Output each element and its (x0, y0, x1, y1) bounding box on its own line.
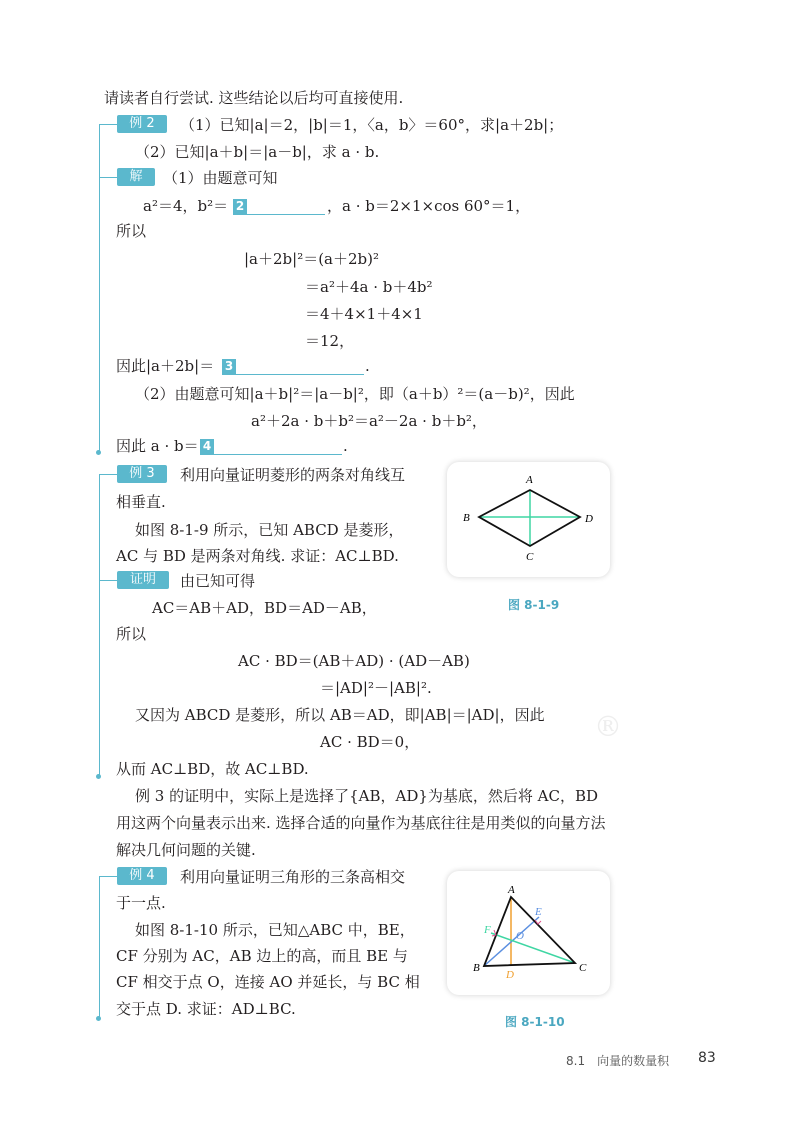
intro-text: 请读者自行尝试. 这些结论以后均可直接使用. (104, 89, 404, 107)
label-o: O (516, 930, 524, 942)
label-e: E (535, 906, 542, 918)
example-4-sidebar (99, 876, 100, 1018)
proof-conclusion: 从而 AC⊥BD，故 AC⊥BD. (116, 760, 309, 778)
proof-line-3: 又因为 ABCD 是菱形，所以 AB＝AD，即|AB|＝|AD|，因此 (135, 706, 545, 724)
proof-eq-1: AC · BD＝(AB＋AD) · (AD－AB) (238, 652, 470, 670)
example-3-tick (99, 474, 117, 475)
suoyi-2: 所以 (116, 625, 147, 643)
label-f: F (484, 924, 491, 936)
eq-a-dot-b: ，a · b＝2×1×cos 60°＝1， (327, 197, 531, 215)
proof-eq-2: ＝|AD|²－|AB|². (320, 679, 432, 697)
label-c: C (526, 551, 534, 563)
example-3-sidebar (99, 474, 100, 776)
example-2-sidebar (99, 124, 100, 452)
remark-line-3: 解决几何问题的关键. (116, 841, 256, 859)
example-4-statement-5: CF 相交于点 O，连接 AO 并延长，与 BC 相 (116, 973, 420, 991)
blank-number-3: 3 (222, 359, 236, 374)
proof-tag: 证明 (117, 571, 169, 589)
page-number: 83 (698, 1050, 716, 1066)
blank-4[interactable] (200, 436, 342, 455)
figure-8-1-10 (447, 871, 610, 995)
solution-tag: 解 (117, 168, 155, 186)
triangle-outline (484, 897, 575, 966)
rhombus-diagram (447, 462, 610, 577)
example-3-statement-3: 如图 8-1-9 所示，已知 ABCD 是菱形， (135, 521, 404, 539)
label-a: A (508, 884, 515, 896)
figure-8-1-9 (447, 462, 610, 577)
example-4-statement-2: 于一点. (116, 894, 166, 912)
figure-8-1-10-caption: 图 8-1-10 (505, 1015, 565, 1029)
example-4-statement-4: CF 分别为 AC，AB 边上的高，而且 BE 与 (116, 947, 408, 965)
remark-line-1: 例 3 的证明中，实际上是选择了{AB，AD}为基底，然后将 AC，BD (135, 787, 599, 805)
watermark-registered: ® (594, 710, 622, 743)
yinci-2: 因此 a · b＝ (116, 437, 199, 455)
proof-line-2: AC＝AB＋AD，BD＝AD－AB， (152, 599, 377, 617)
eq-norm-1: |a＋2b|²＝(a＋2b)² (244, 250, 380, 268)
triangle-diagram (447, 871, 610, 995)
eq-norm-4: ＝12， (305, 332, 355, 350)
example-3-statement-1: 利用向量证明菱形的两条对角线互 (180, 466, 406, 484)
example-4-statement-6: 交于点 D. 求证：AD⊥BC. (116, 1000, 296, 1018)
solution-tick (99, 177, 117, 178)
label-d: D (506, 969, 514, 981)
example-3-statement-2: 相垂直. (116, 493, 166, 511)
blank-2[interactable] (233, 196, 325, 215)
blank-3[interactable] (222, 356, 364, 375)
proof-tick (99, 580, 117, 581)
example-2-tick (99, 124, 117, 125)
yinci-2-end: . (343, 437, 348, 455)
example-4-statement-3: 如图 8-1-10 所示，已知△ABC 中，BE， (135, 921, 415, 939)
example-4-tag: 例 4 (117, 867, 167, 885)
eq-a2-b2: a²＝4，b²＝ (143, 197, 229, 215)
eq-expand: a²＋2a · b＋b²＝a²－2a · b＋b²， (251, 412, 487, 430)
proof-eq-3: AC · BD＝0， (320, 733, 420, 751)
example-2-tag: 例 2 (117, 115, 167, 133)
example-4-tick (99, 876, 117, 877)
blank-number-2: 2 (233, 199, 247, 214)
remark-line-2: 用这两个向量表示出来. 选择合适的向量作为基底往往是用类似的向量方法 (116, 814, 606, 832)
yinci-1-end: . (365, 357, 370, 375)
label-b: B (463, 512, 470, 524)
figure-8-1-9-caption: 图 8-1-9 (508, 598, 560, 612)
proof-line-1: 由已知可得 (180, 572, 256, 590)
label-d: D (585, 513, 593, 525)
example-3-statement-4: AC 与 BD 是两条对角线. 求证：AC⊥BD. (116, 547, 399, 565)
footer-section-title: 8.1 向量的数量积 (566, 1054, 670, 1068)
example-4-statement-1: 利用向量证明三角形的三条高相交 (180, 868, 406, 886)
solution-part-1: （1）由题意可知 (163, 169, 278, 187)
suoyi-1: 所以 (116, 222, 147, 240)
solution-part-2: （2）由题意可知|a＋b|²＝|a－b|²，即（a＋b）²＝(a－b)²，因此 (135, 385, 575, 403)
label-a: A (526, 474, 533, 486)
label-c: C (579, 962, 587, 974)
blank-number-4: 4 (200, 439, 214, 454)
example-2-question-1: （1）已知|a|＝2，|b|＝1，〈a，b〉＝60°，求|a＋2b|； (180, 116, 564, 134)
eq-norm-2: ＝a²＋4a · b＋4b² (305, 278, 433, 296)
label-b: B (473, 962, 480, 974)
yinci-1: 因此|a＋2b|＝ (116, 357, 215, 375)
eq-norm-3: ＝4＋4×1＋4×1 (305, 305, 423, 323)
example-3-tag: 例 3 (117, 465, 167, 483)
example-2-question-2: （2）已知|a＋b|＝|a－b|，求 a · b. (135, 143, 380, 161)
